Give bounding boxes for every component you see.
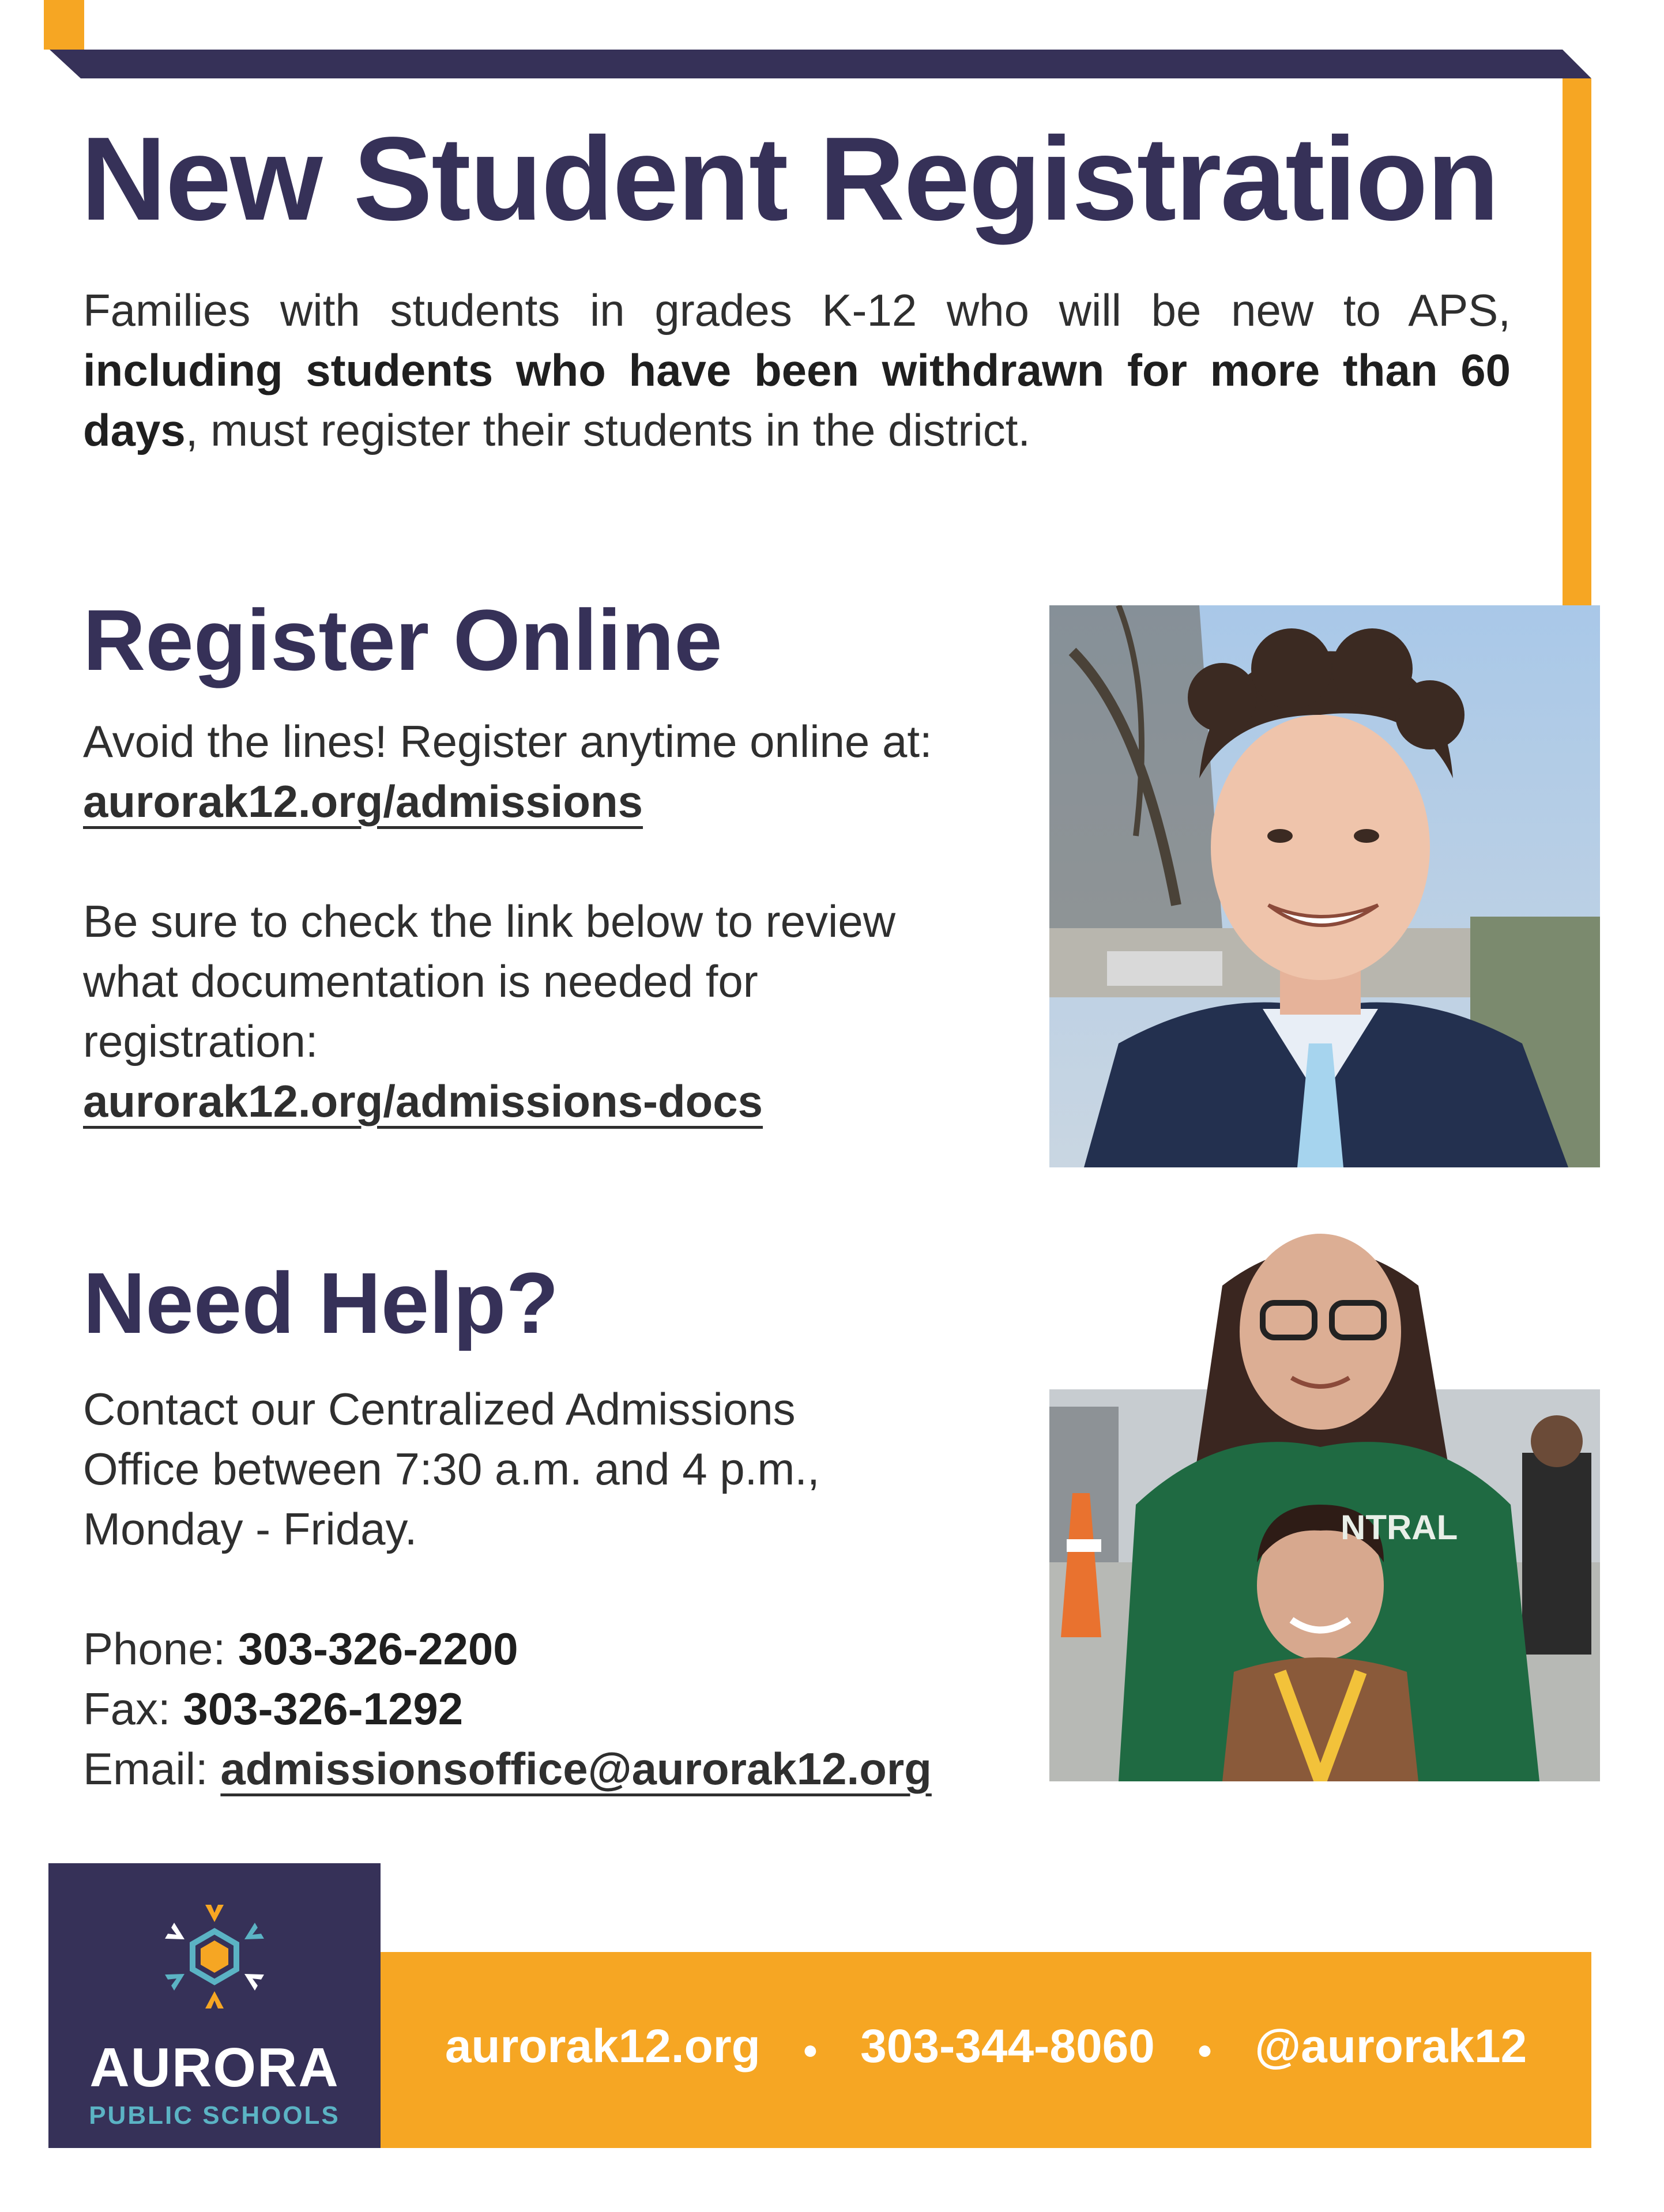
need-help-heading: Need Help?: [83, 1254, 559, 1351]
logo-subtitle: PUBLIC SCHOOLS: [89, 2101, 340, 2130]
aurora-star-logo-icon: [156, 1898, 273, 2015]
documentation-text: Be sure to check the link below to review what documentation is needed for registration:: [83, 896, 896, 1067]
photo-students-girls: [1049, 1216, 1600, 1781]
intro-text-1: Families with students in grades K-12 who will be new to APS,: [83, 285, 1511, 336]
register-online-heading: Register Online: [83, 591, 722, 688]
admissions-link[interactable]: aurorak12.org/admissions: [83, 776, 643, 827]
footer-website-link[interactable]: aurorak12.org: [445, 2020, 761, 2072]
page-title: New Student Registration: [81, 112, 1499, 245]
register-online-text: Avoid the lines! Register anytime online at:: [83, 716, 932, 767]
right-orange-bar: [1563, 78, 1591, 611]
footer-separator-1: ●: [802, 2034, 819, 2065]
logo-panel: [48, 1863, 381, 2148]
svg-text:NTRAL: NTRAL: [1341, 1508, 1458, 1547]
footer-social-handle[interactable]: @aurorak12: [1255, 2020, 1527, 2072]
email-line: [83, 1739, 948, 1799]
phone-number[interactable]: 303-326-2200: [238, 1623, 518, 1674]
fax-number: 303-326-1292: [183, 1683, 464, 1734]
email-link[interactable]: admissionsoffice@aurorak12.org: [220, 1743, 932, 1794]
need-help-section: [83, 1379, 948, 1799]
phone-line: [83, 1619, 948, 1679]
intro-paragraph: [83, 280, 1511, 460]
fax-label: Fax:: [83, 1683, 183, 1734]
intro-text-2: , must register their students in the district.: [185, 405, 1031, 455]
footer-phone[interactable]: 303-344-8060: [860, 2020, 1155, 2072]
register-online-section: [83, 711, 1017, 1131]
email-label: Email:: [83, 1743, 221, 1794]
footer-separator-2: ●: [1196, 2034, 1213, 2065]
top-navy-bar: [0, 0, 1664, 92]
logo-name: AURORA: [89, 2037, 340, 2098]
footer-contact-line: [381, 2018, 1591, 2078]
intro-bold-text: including students who have been withdrawn for more than 60 days: [83, 345, 1511, 455]
phone-label: Phone:: [83, 1623, 238, 1674]
admissions-docs-link[interactable]: aurorak12.org/admissions-docs: [83, 1076, 763, 1126]
fax-line: [83, 1679, 948, 1739]
photo-student-boy: [1049, 605, 1600, 1167]
contact-text: Contact our Centralized Admissions Office between 7:30 a.m. and 4 p.m., Monday - Friday.: [83, 1384, 820, 1554]
